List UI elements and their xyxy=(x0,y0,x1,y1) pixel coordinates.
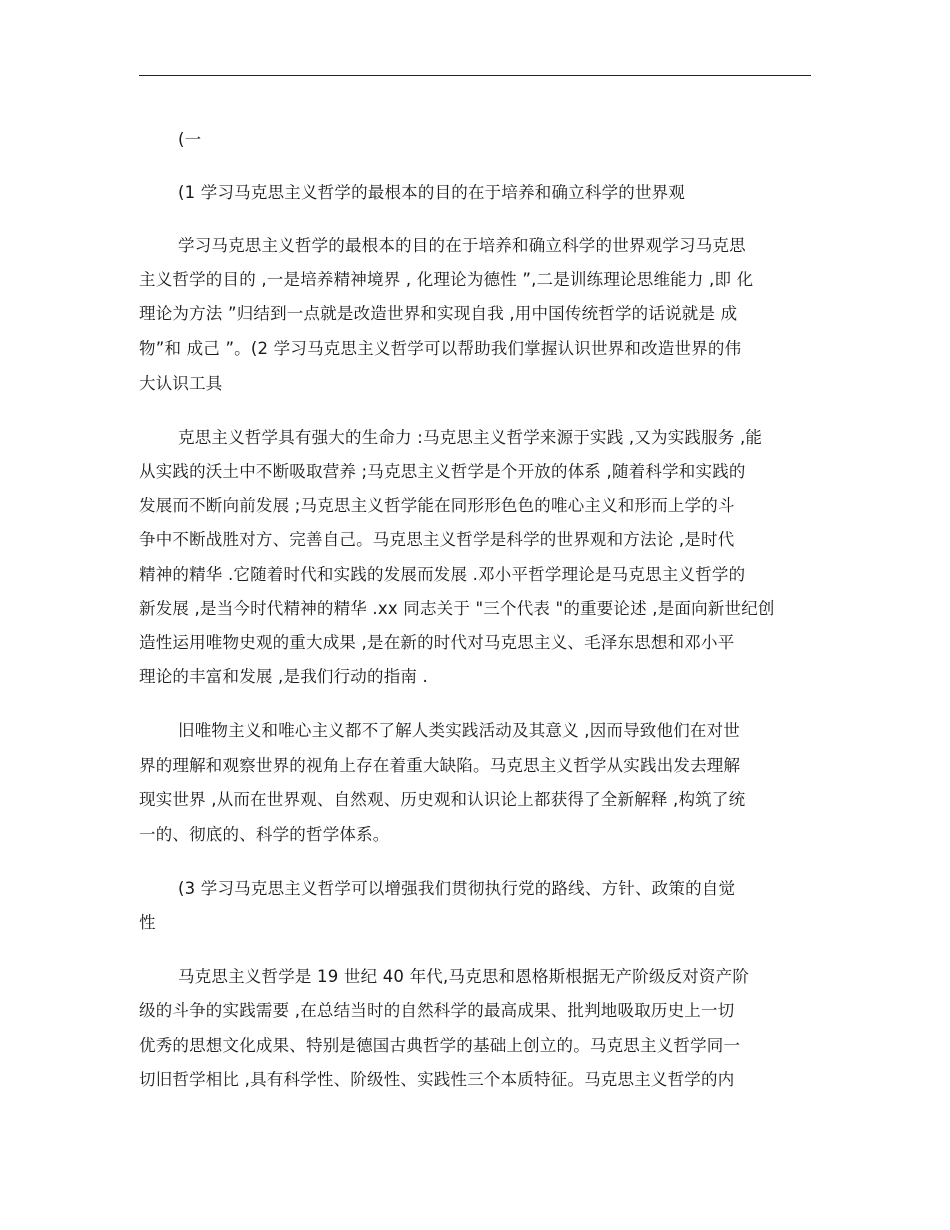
paragraph-line: 精神的精华 .它随着时代和实践的发展而发展 .邓小平哲学理论是马克思主义哲学的 xyxy=(139,565,746,584)
subsection-heading: (1 学习马克思主义哲学的最根本的目的在于培养和确立科学的世界观 xyxy=(178,183,686,202)
paragraph-line: 争中不断战胜对方、完善自己。马克思主义哲学是科学的世界观和方法论 ,是时代 xyxy=(139,530,735,549)
paragraph-line: 大认识工具 xyxy=(139,374,223,393)
paragraph-line: 旧唯物主义和唯心主义都不了解人类实践活动及其意义 ,因而导致他们在对世 xyxy=(178,721,740,740)
paragraph-line: 马克思主义哲学是 19 世纪 40 年代,马克思和恩格斯根据无产阶级反对资产阶 xyxy=(178,967,750,986)
paragraph-line: 理论为方法 ”归结到一点就是改造世界和实现自我 ,用中国传统哲学的话说就是 成 xyxy=(139,304,738,323)
paragraph-line: 现实世界 ,从而在世界观、自然观、历史观和认识论上都获得了全新解释 ,构筑了统 xyxy=(139,790,746,809)
header-rule xyxy=(139,75,811,76)
paragraph-line: 从实践的沃土中不断吸取营养 ;马克思主义哲学是个开放的体系 ,随着科学和实践的 xyxy=(139,462,746,481)
paragraph-line: 界的理解和观察世界的视角上存在着重大缺陷。马克思主义哲学从实践出发去理解 xyxy=(139,756,741,775)
paragraph-line: 学习马克思主义哲学的最根本的目的在于培养和确立科学的世界观学习马克思 xyxy=(178,236,746,255)
paragraph-line: 一的、彻底的、科学的哲学体系。 xyxy=(139,825,390,844)
paragraph-line: 克思主义哲学具有强大的生命力 :马克思主义哲学来源于实践 ,又为实践服务 ,能 xyxy=(178,428,763,447)
section-heading: (一 xyxy=(178,130,202,149)
paragraph-line: 切旧哲学相比 ,具有科学性、阶级性、实践性三个本质特征。马克思主义哲学的内 xyxy=(139,1070,735,1089)
subsection-heading-continuation: 性 xyxy=(139,913,156,932)
paragraph-line: 发展而不断向前发展 ;马克思主义哲学能在同形形色色的唯心主义和形而上学的斗 xyxy=(139,496,735,515)
paragraph-line: 物”和 成己 ”。(2 学习马克思主义哲学可以帮助我们掌握认识世界和改造世界的伟 xyxy=(139,339,742,358)
subsection-heading: (3 学习马克思主义哲学可以增强我们贯彻执行党的路线、方针、政策的自觉 xyxy=(178,879,736,898)
paragraph-line: 造性运用唯物史观的重大成果 ,是在新的时代对马克思主义、毛泽东思想和邓小平 xyxy=(139,633,735,652)
paragraph-line: 新发展 ,是当今时代精神的精华 .xx 同志关于 "三个代表 "的重要论述 ,是面向新世纪创 xyxy=(139,599,775,618)
paragraph-line: 优秀的思想文化成果、特别是德国古典哲学的基础上创立的。马克思主义哲学同一 xyxy=(139,1036,741,1055)
paragraph-line: 主义哲学的目的 ,一是培养精神境界 , 化理论为德性 ”,二是训练理论思维能力 ,即 化 xyxy=(139,270,754,289)
paragraph-line: 级的斗争的实践需要 ,在总结当时的自然科学的最高成果、批判地吸取历史上一切 xyxy=(139,1001,735,1020)
paragraph-line: 理论的丰富和发展 ,是我们行动的指南 . xyxy=(139,667,428,686)
